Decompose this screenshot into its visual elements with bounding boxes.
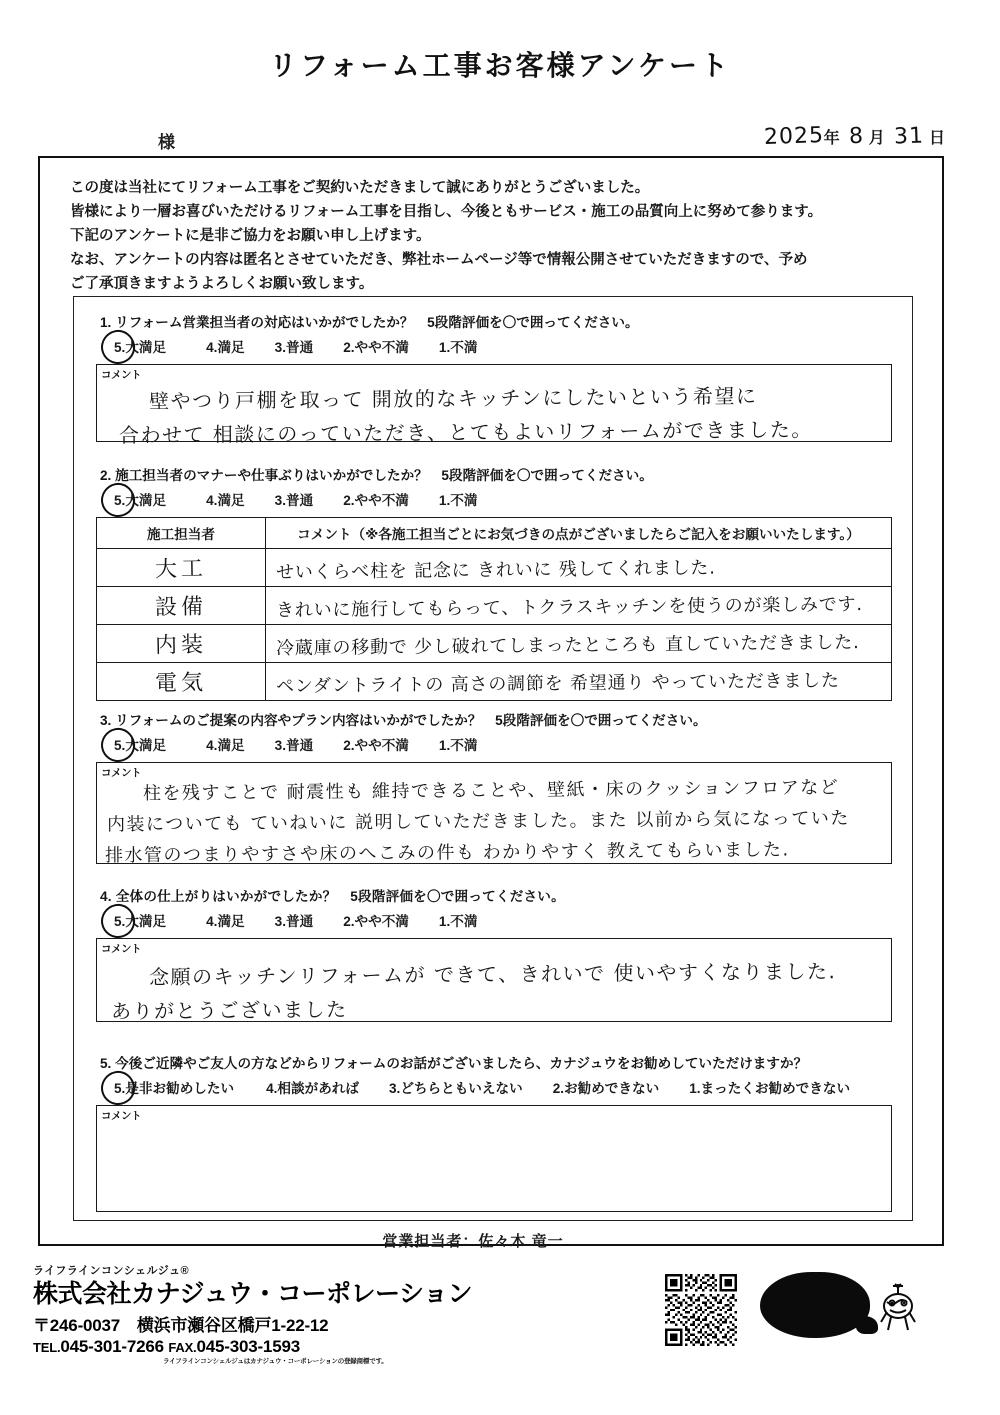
comment-label: コメント — [101, 369, 141, 381]
survey-form-frame — [38, 156, 944, 1250]
row-role-cell — [97, 625, 266, 663]
q4-option-3[interactable]: 3.普通 — [274, 914, 314, 929]
company-tagline: ライフラインコンシェルジュ® — [33, 1265, 190, 1277]
q2-option-3[interactable]: 3.普通 — [274, 493, 314, 508]
questions-frame — [73, 296, 913, 1221]
trademark-note: ライフラインコンシェルジュはカナジュウ・コーポレーションの登録商標です。 — [163, 1358, 388, 1365]
row-comment-cell[interactable] — [266, 549, 892, 587]
header-row — [0, 124, 1000, 158]
row-role-cell — [97, 587, 266, 625]
role-comment-value: 冷蔵庫の移動で 少し破れてしまったところも 直していただきました. — [275, 631, 860, 659]
q1-option-5[interactable]: 5.大満足 — [112, 336, 168, 356]
intro-line: なお、アンケートの内容は匿名とさせていただき、弊社ホームページ等で情報公開させていただきますので、予め — [70, 252, 808, 268]
q5-option-3[interactable]: 3.どちらともいえない — [389, 1081, 523, 1096]
question-4-scale[interactable] — [112, 910, 914, 934]
role-comment-value: きれいに施行してもらって、トクラスキッチンを使うのが楽しみです. — [275, 593, 863, 621]
header-comment: コメント（※各施工担当ごとにお気づきの点がございましたらご記入をお願いいたします。） — [266, 518, 892, 549]
footer — [0, 1262, 1000, 1412]
company-mascot-icon — [875, 1282, 921, 1334]
tel-label: TEL. — [33, 1340, 61, 1355]
date-day-unit: 日 — [928, 130, 945, 147]
question-5-body: 今後ご近隣やご友人の方などからリフォームのお話がございましたら、カナジュウをお勧めしていただけますか？ — [115, 1056, 808, 1071]
q1-option-3[interactable]: 3.普通 — [274, 340, 314, 355]
question-5-scale[interactable] — [112, 1077, 914, 1101]
company-address: 〒246-0037 横浜市瀬谷区橋戸1-22-12 — [33, 1316, 329, 1335]
intro-line: この度は当社にてリフォーム工事をご契約いただきまして誠にありがとうございました。 — [70, 180, 650, 196]
table-row — [97, 587, 892, 625]
q2-option-2[interactable]: 2.やや不満 — [343, 493, 409, 508]
date-year-unit: 年 — [823, 130, 840, 147]
question-2 — [74, 464, 914, 701]
question-4-number: 4. — [100, 889, 112, 904]
q3-option-5[interactable]: 5.大満足 — [112, 734, 168, 754]
header-role: 施工担当者 — [97, 518, 266, 549]
q3-option-2[interactable]: 2.やや不満 — [343, 738, 409, 753]
question-1-number: 1. — [100, 315, 112, 330]
q3-option-1[interactable]: 1.不満 — [438, 738, 478, 753]
date-field — [764, 124, 945, 149]
role-value: 設備 — [154, 594, 208, 621]
sales-representative: 営業担当者：佐々木 竜一 — [382, 1233, 564, 1250]
question-3-number: 3. — [100, 713, 112, 728]
q4-option-2[interactable]: 2.やや不満 — [343, 914, 409, 929]
q4-comment-line: 念願のキッチンリフォームが できて、きれいで 使いやすくなりました. — [148, 959, 837, 990]
question-1-body: リフォーム営業担当者の対応はいかがでしたか？ 5段階評価を〇で囲ってください。 — [115, 315, 639, 330]
q4-option-4[interactable]: 4.満足 — [206, 914, 245, 929]
speech-bubble-logo — [760, 1272, 870, 1338]
q1-option-1[interactable]: 1.不満 — [438, 340, 478, 355]
q3-option-4[interactable]: 4.満足 — [206, 738, 245, 753]
company-name: 株式会社カナジュウ・コーポレーション — [33, 1280, 473, 1308]
question-5-number: 5. — [100, 1056, 112, 1071]
footer-graphics — [665, 1270, 965, 1360]
q4-option-1[interactable]: 1.不満 — [438, 914, 478, 929]
q5-option-4[interactable]: 4.相談があれば — [266, 1081, 359, 1096]
customer-name-suffix: 様 — [158, 133, 175, 152]
question-1-comment-box[interactable] — [96, 364, 892, 448]
q4-comment-line: ありがとうございました — [110, 997, 348, 1024]
q1-option-2[interactable]: 2.やや不満 — [343, 340, 409, 355]
question-3-text — [100, 709, 914, 729]
intro-paragraph — [70, 176, 920, 296]
row-role-cell — [97, 663, 266, 701]
question-1-text — [100, 311, 914, 331]
intro-line: 下記のアンケートに是非ご協力をお願い申し上げます。 — [70, 228, 431, 244]
table-row — [97, 549, 892, 587]
question-3-comment-box[interactable] — [96, 762, 892, 867]
question-3-body: リフォームのご提案の内容やプラン内容はいかがでしたか？ 5段階評価を〇で囲ってください。 — [115, 713, 707, 728]
qr-code-icon[interactable] — [665, 1274, 737, 1346]
comment-label: コメント — [101, 943, 141, 955]
question-3 — [74, 709, 914, 867]
q5-option-2[interactable]: 2.お勧めできない — [552, 1081, 660, 1096]
question-1-scale[interactable] — [112, 336, 914, 360]
comment-label: コメント — [101, 767, 141, 779]
q3-comment-line: 排水管のつまりやすさや床のへこみの件も わかりやすく 教えてもらいました. — [104, 839, 790, 867]
date-month-unit: 月 — [868, 130, 885, 147]
fax-number: 045-303-1593 — [196, 1337, 300, 1356]
q5-option-1[interactable]: 1.まったくお勧めできない — [689, 1081, 851, 1096]
intro-line: 皆様により一層お喜びいただけるリフォーム工事を目指し、今後ともサービス・施工の品質向上に努めて参ります。 — [70, 204, 823, 220]
question-2-scale[interactable] — [112, 489, 914, 513]
row-comment-cell[interactable] — [266, 625, 892, 663]
question-4-comment-box[interactable] — [96, 938, 892, 1022]
question-4-body: 全体の仕上がりはいかがでしたか？ 5段階評価を〇で囲ってください。 — [115, 889, 565, 904]
q1-option-4[interactable]: 4.満足 — [206, 340, 245, 355]
question-1 — [74, 311, 914, 448]
question-5 — [74, 1052, 914, 1212]
q4-option-5[interactable]: 5.大満足 — [112, 910, 168, 930]
comment-label: コメント — [101, 1110, 141, 1122]
table-row — [97, 625, 892, 663]
page-title: リフォーム工事お客様アンケート — [269, 50, 731, 81]
tel-number: 045-301-7266 — [60, 1337, 164, 1356]
fax-label: FAX. — [168, 1340, 197, 1355]
role-comment-value: せいくらべ柱を 記念に きれいに 残してくれました. — [275, 557, 716, 583]
date-month-value: 8 — [848, 123, 865, 150]
q2-option-5[interactable]: 5.大満足 — [112, 489, 168, 509]
question-2-number: 2. — [100, 468, 112, 483]
row-comment-cell[interactable] — [266, 587, 892, 625]
role-value: 電気 — [154, 670, 208, 697]
question-5-text — [100, 1052, 914, 1072]
intro-line: ご了承頂きますようよろしくお願い致します。 — [70, 276, 374, 292]
q3-option-3[interactable]: 3.普通 — [274, 738, 314, 753]
row-comment-cell[interactable] — [266, 663, 892, 701]
company-contact — [33, 1337, 472, 1357]
role-value: 大工 — [154, 556, 208, 583]
question-2-body: 施工担当者のマナーや仕事ぶりはいかがでしたか？ 5段階評価を〇で囲ってください。 — [115, 468, 653, 483]
question-2-text — [100, 464, 914, 484]
table-header-row — [97, 518, 892, 549]
role-value: 内装 — [154, 632, 208, 659]
q1-comment-line: 壁やつり戸棚を取って 開放的なキッチンにしたいという希望に — [148, 383, 758, 414]
footer-company-info — [33, 1262, 472, 1365]
q5-option-5[interactable]: 5.是非お勧めしたい — [112, 1077, 236, 1097]
row-role-cell — [97, 549, 266, 587]
q1-comment-line: 合わせて 相談にのっていただき、とてもよいリフォームができました。 — [118, 417, 813, 448]
date-year-value: 2025 — [763, 122, 824, 151]
question-3-scale[interactable] — [112, 734, 914, 758]
q2-option-4[interactable]: 4.満足 — [206, 493, 245, 508]
table-row — [97, 663, 892, 701]
q2-option-1[interactable]: 1.不満 — [438, 493, 478, 508]
q3-comment-line: 柱を残すことで 耐震性も 維持できることや、壁紙・床のクッションフロアなど — [142, 777, 840, 805]
date-day-value: 31 — [893, 123, 925, 150]
q3-comment-line: 内装についても ていねいに 説明していただきました。また 以前から気になっていた — [106, 807, 850, 836]
role-comment-value: ペンダントライトの 高さの調節を 希望通り やっていただきました — [275, 669, 840, 697]
question-4 — [74, 885, 914, 1022]
question-4-text — [100, 885, 914, 905]
contractor-comments-table — [96, 517, 892, 701]
question-5-comment-box[interactable] — [96, 1105, 892, 1212]
